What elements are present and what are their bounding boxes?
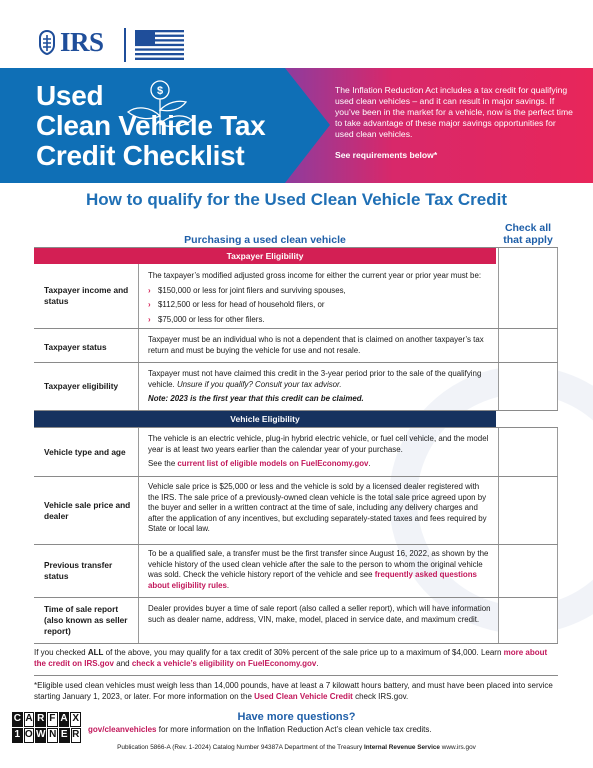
logo-divider [124,28,126,62]
carfax-letter: A [24,712,35,727]
banner-title-line: Used [36,80,104,111]
svg-text:$: $ [156,85,164,97]
summary-text: If you checked [34,648,86,657]
carfax-one-owner-badge [12,712,82,745]
more-info-line [88,725,558,734]
vehicle-eligibility-link[interactable]: check a vehicle’s eligibility on FuelEconomy.gov [131,658,317,668]
row-separator [34,362,558,363]
footer-divider [34,675,558,676]
row-label-time-of-sale: Time of sale report (also known as seller report) [44,604,128,636]
bullet-text: $75,000 or less for other filers. [158,314,265,324]
list-item [148,315,492,326]
row-label-taxpayer-income: Taxpayer income and status [44,285,129,306]
row-text: The vehicle is an electric vehicle, plug-in hybrid electric vehicle, or fuel cell vehicle, and the model year is at least two years earlier than the calendar year of your purchase. [148,434,489,454]
checkbox-vehicle-section[interactable] [498,428,558,643]
summary-all: ALL [87,648,104,657]
summary-text: . [316,658,319,668]
row-desc-previous-transfer [148,549,492,591]
see-suffix: . [368,459,371,469]
carfax-letter: E [59,728,70,743]
used-clean-vehicle-credit-link[interactable]: Used Clean Vehicle Credit [254,691,353,701]
carfax-letter: W [35,728,46,743]
carfax-letter: 1 [12,728,23,743]
row-separator [34,476,558,477]
income-limits-list [148,286,492,326]
first-year-note: Note: 2023 is the first year that this credit can be claimed. [148,394,364,404]
chevron-right-icon: › [148,314,151,324]
row-separator [34,597,558,598]
row-desc-sale-price: Vehicle sale price is $25,000 or less and the vehicle is sold by a licensed dealer registered with the IRS. The sale price of a previously-owned clean vehicle is the total sale price agreed upon by the buyer and seller in a written contract at the time of sale, including any delivery charges and after the application of any incentives, but excluding separately-stated taxes and fees required by State or local law. [148,482,487,534]
bullet-text: $150,000 or less for joint filers and surviving spouses, [158,285,346,295]
carfax-letter: N [47,728,58,743]
carfax-letter: F [47,712,58,727]
bullet-text: $112,500 or less for head of household filers, or [158,300,325,310]
footnote-text: check IRS.gov. [355,691,409,701]
row-desc-vehicle-type [148,434,492,470]
carfax-top-row [12,712,82,728]
irs-website[interactable]: www.irs.gov [441,744,476,751]
row-label-taxpayer-status: Taxpayer status [44,342,107,352]
see-requirements-note: See requirements below* [335,150,438,160]
summary-text: and [116,658,130,668]
eligibility-faq-link[interactable]: frequently asked questions about eligibility rules [148,570,477,590]
eagle-icon [36,29,58,55]
chevron-right-icon: › [148,300,151,310]
eligible-models-link[interactable]: current list of eligible models on FuelEconomy.gov [177,459,369,469]
hero-banner [0,68,593,183]
row-separator [34,328,558,329]
list-item [148,286,492,297]
row-label-previous-transfer: Previous transfer status [44,560,113,581]
row-desc-time-of-sale: Dealer provides buyer a time of sale report (also called a seller report), which will have information such as dealer name, address, VIN, make, model, placed in service date, and maximum credit. [148,604,491,624]
credit-info-link[interactable]: more about the credit on IRS.gov [34,648,548,668]
banner-title-line: Clean Vehicle Tax [36,110,266,141]
more-info-text: for more information on the Inflation Reduction Act’s clean vehicle tax credits. [158,725,432,734]
vehicle-eligibility-band: Vehicle Eligibility [34,411,496,427]
row-desc-taxpayer-income [148,271,492,329]
chevron-right-icon: › [148,285,151,295]
carfax-letter: O [24,728,35,743]
publication-info [0,744,593,751]
checkbox-taxpayer-section[interactable] [498,248,558,410]
us-flag-icon [135,30,184,60]
carfax-letter: R [71,728,82,743]
row-text: The taxpayer’s modified adjusted gross income for either the current year or prior year must be: [148,271,482,280]
column-header-check-all [498,222,558,246]
row-text [148,369,492,390]
row-text-main: Taxpayer must not have claimed this credit in the 3-year period prior to the sale of the qualifying vehicle. [148,369,482,389]
row-suffix: . [226,580,230,590]
more-questions-heading: Have more questions? [237,711,356,723]
carfax-letter: C [12,712,23,727]
row-label-sale-price: Vehicle sale price and dealer [44,500,131,521]
column-divider [138,428,139,643]
list-item [148,300,492,311]
row-label-taxpayer-eligibility: Taxpayer eligibility [44,381,119,391]
column-header-purchasing: Purchasing a used clean vehicle [184,234,346,246]
carfax-letter: X [70,712,81,727]
footnote-text: *Eligible used clean vehicles must weigh less than 14,000 pounds, have at least a 7 kilowatt hours battery, and must have been placed into service starting January 1, 2023, or later. For more information on the [34,681,553,701]
column-divider [138,264,139,410]
check-header-line: that apply [503,234,553,246]
carfax-letter: A [59,712,70,727]
eligibility-footnote [34,681,558,703]
irs-wordmark: IRS [60,27,104,57]
row-desc-taxpayer-status: Taxpayer must be an individual who is not a dependent that is claimed on another taxpayer’s tax return and must be buying the vehicle for use and not resale. [148,335,484,355]
see-prefix: See the [148,459,176,469]
row-text: To be a qualified sale, a transfer must be the first transfer since August 16, 2022, as shown by the vehicle history of the used clean vehicle after the sale to the person to whom the original vehicle was sold. Check the vehicle history report of the vehicle and see [148,549,489,580]
clean-vehicles-link[interactable]: gov/cleanvehicles [88,725,157,734]
banner-title-line: Credit Checklist [36,140,245,171]
eligible-models-line [148,459,492,470]
publication-text: Publication 5866-A (Rev. 1-2024) Catalog Number 94387A Department of the Treasury [117,744,363,751]
qualification-summary [34,648,558,670]
section-heading: How to qualify for the Used Clean Vehicle Tax Credit [86,190,507,209]
irs-service-name: Internal Revenue Service [363,744,440,751]
page-header [0,0,593,68]
check-header-line: Check all [504,222,552,234]
irs-logo [36,28,104,56]
carfax-letter: R [35,712,46,727]
row-label-vehicle-type: Vehicle type and age [44,447,126,457]
table-bottom-border [34,643,558,644]
row-separator [34,544,558,545]
banner-intro-text: The Inflation Reduction Act includes a tax credit for qualifying used clean vehicles – and it can result in major savings. If you’ve been in the market for a vehicle, now is the perfect time to take advantage of these major savings opportunities for used clean vehicles. [335,85,573,139]
row-desc-taxpayer-eligibility [148,369,492,405]
summary-text: of the above, you may qualify for a tax credit of 30% percent of the sale price up to a maximum of $4,000. Learn [105,648,502,657]
row-separator [34,427,558,428]
taxpayer-eligibility-band: Taxpayer Eligibility [34,248,496,264]
carfax-bottom-row [12,728,82,744]
consult-advisor-text: Unsure if you qualify? Consult your tax advisor. [176,379,342,389]
money-plant-icon [120,76,200,138]
